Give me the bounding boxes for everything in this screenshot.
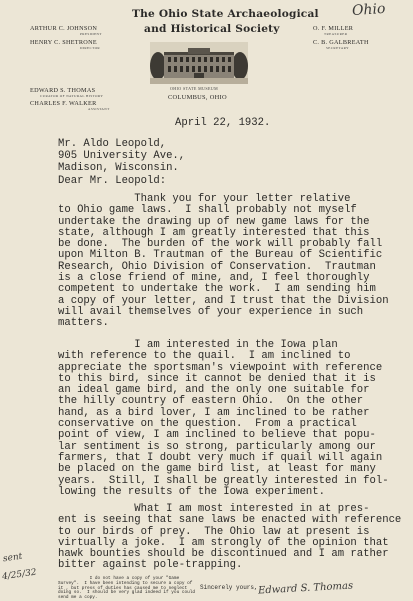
body-paragraph-3 [58,504,401,572]
officer-title: TREASURER [324,32,348,36]
handwritten-margin-note-line2: 4/25/32 [1,567,38,583]
body-line: it , but press of duties has caused me to neglect [58,585,188,591]
body-line: to this bird, since it cannot be denied that it is [58,372,376,385]
body-line: the hilly country of eastern Ohio. On the other [58,395,364,408]
body-paragraph-1 [58,194,389,330]
body-line: competent to undertake the work. I am sending him [58,283,376,296]
body-line: conservative on the question. From a practical [58,418,357,431]
body-line: a copy of your letter, and I trust that the Division [58,294,389,307]
officer-name: O. F. MILLER [313,25,354,32]
body-line: What I am most interested in at pres- [58,503,370,515]
building-caption: OHIO STATE MUSEUM [170,86,219,91]
society-name-line2: and Historical Society [144,23,280,35]
officer-name: HENRY C. SHETRONE [30,39,97,46]
body-line: state, although I am greatly interested that this [58,226,370,239]
body-line: years. Still, I shall be greatly interested in fol- [58,474,389,487]
body-line: virtually a joke. I am strongly of the opinion that [58,536,389,549]
body-line: send me a copy. [58,595,98,601]
society-city: COLUMBUS, OHIO [168,94,227,101]
officer-title: DIRECTOR [80,46,101,50]
body-line: bitter against pole-trapping. [58,559,243,572]
body-line: farmers, that I doubt very much if quail will again [58,451,383,464]
body-line: be done. The burden of the work will probably fall [58,238,383,251]
handwritten-signature: Edward S. Thomas [257,580,354,597]
body-line: point of view, I am inclined to believe that popu- [58,429,376,442]
recipient-address [58,138,185,174]
body-line: an ideal game bird, and the only one suitable for [58,384,370,397]
address-line: Madison, Wisconsin. [58,162,179,174]
body-line: matters. [58,317,109,330]
handwritten-corner-note: Ohio [351,0,386,20]
body-line: lowing the results of the Iowa experiment. [58,485,326,498]
address-line: Mr. Aldo Leopold, [58,138,167,150]
body-line: to our birds of prey. The Ohio law at present is [58,525,370,538]
salutation: Dear Mr. Leopold: [58,175,167,187]
body-line: ent is seeing that sane laws be enacted with reference [58,514,402,527]
body-line: I do not have a copy of your "Game [58,576,180,581]
officer-name: C. B. GALBREATH [313,39,369,46]
closing: Sincerely yours, [200,584,258,591]
body-line: I am interested in the Iowa plan [58,339,338,351]
body-line: hand, as a bird lover, I am inclined to be rather [58,406,370,419]
body-line: Thank you for your letter relative [58,193,351,205]
officer-title: PRESIDENT [80,32,102,36]
society-name-line1: The Ohio State Archaeological [132,8,319,20]
curator-name: EDWARD S. THOMAS [30,87,96,94]
body-line: Research, Ohio Division of Conservation. Trautman [58,260,376,273]
curator-name: CHARLES F. WALKER [30,100,97,107]
body-line: will avail themselves of your experience in such [58,305,364,318]
body-line: is a close friend of mine, and, I feel thoroughly [58,272,370,285]
address-line: 905 University Ave., [58,150,186,162]
body-line: with reference to the quail. I am inclined to [58,350,351,363]
letter-date: April 22, 1932. [175,117,271,129]
body-paragraph-4 [58,577,195,601]
handwritten-margin-note-line1: sent [2,551,23,565]
body-line: doing so. I should be very glad indeed if you could [58,590,196,596]
body-line: be placed on the game bird list, at least for many [58,463,376,476]
museum-building-engraving [150,42,248,84]
curator-title: ASSISTANT [88,107,110,111]
body-paragraph-2 [58,340,389,498]
body-line: lar sentiment is so strong, particularly among our [58,440,376,453]
curator-title: CURATOR OF NATURAL HISTORY [40,94,104,98]
body-line: undertake the drawing up of new game laws for the [58,215,370,228]
body-line: appreciate the sportsman's viewpoint with reference [58,361,383,374]
body-line: to Ohio game laws. I shall probably not myself [58,204,357,217]
body-line: hawk bounties should be discontinued and I am rather [58,548,389,561]
officer-name: ARTHUR C. JOHNSON [30,25,98,32]
body-line: Survey". I have been intending to secure a copy of [58,580,193,586]
officer-title: SECRETARY [326,46,349,50]
body-line: upon Milton B. Trautman of the Bureau of Scientific [58,249,383,262]
